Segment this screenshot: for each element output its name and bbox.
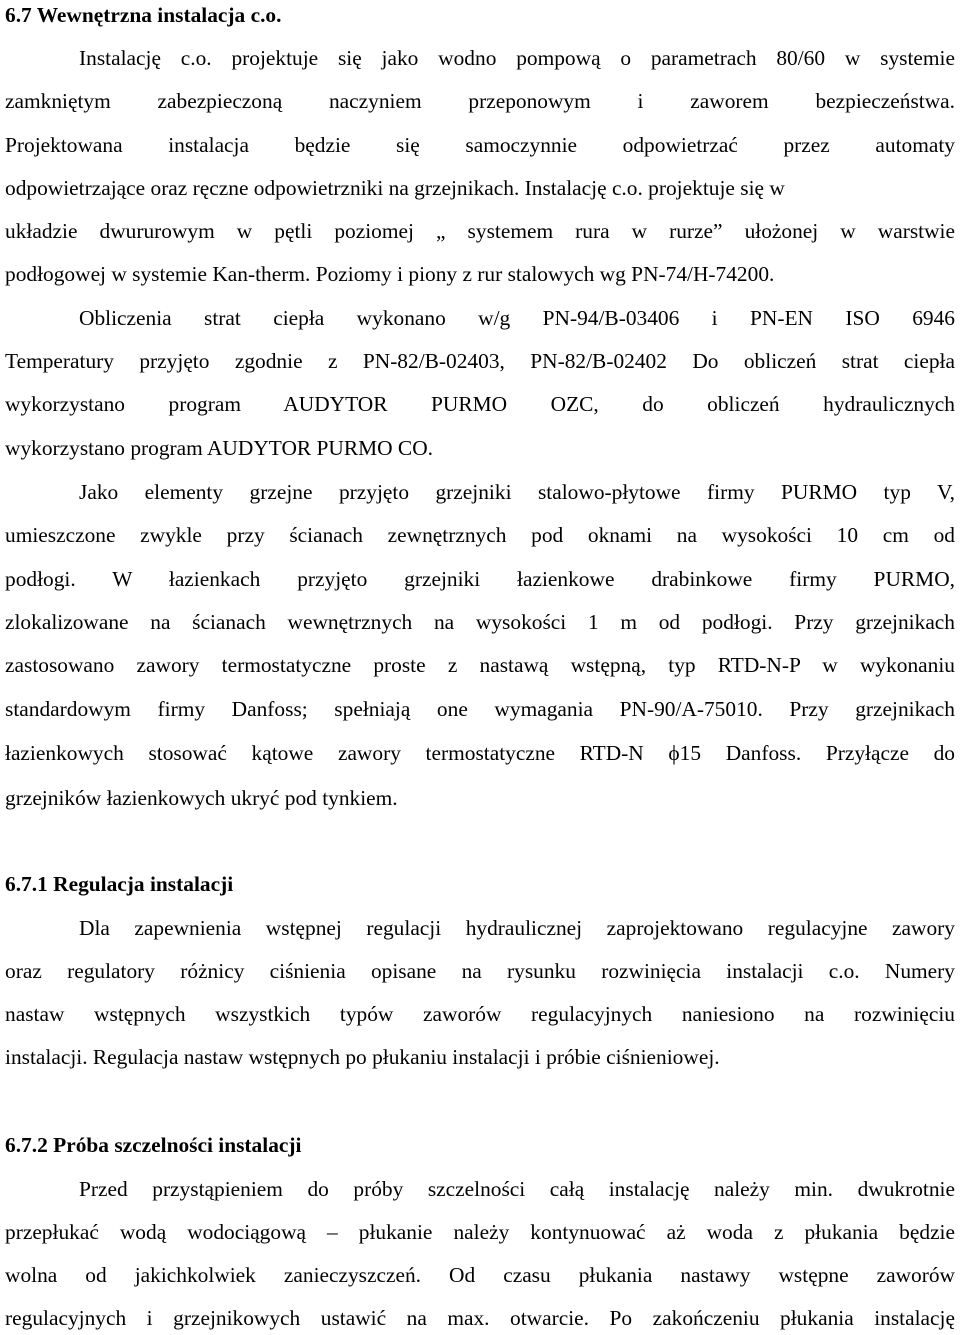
subsection-heading-regulation: 6.7.1 Regulacja instalacji <box>5 872 234 896</box>
text-line: podłogi. W łazienkach przyjęto grzejniki łazienkowe drabinkowe firmy PURMO, <box>5 567 955 591</box>
text-line: standardowym firmy Danfoss; spełniają one wymagania PN-90/A-75010. Przy grzejnikach <box>5 697 955 721</box>
text-line: wykorzystano program AUDYTOR PURMO OZC, do obliczeń hydraulicznych <box>5 392 955 416</box>
text-line: regulacyjnych i grzejnikowych ustawić na max. otwarcie. Po zakończeniu płukania instalację <box>5 1306 955 1330</box>
text-line: wolna od jakichkolwiek zanieczyszczeń. Od czasu płukania nastawy wstępne zaworów <box>5 1263 955 1287</box>
text-line: podłogowej w systemie Kan-therm. Poziomy i piony z rur stalowych wg PN-74/H-74200. <box>5 262 775 286</box>
text-line: zlokalizowane na ścianach wewnętrznych na wysokości 1 m od podłogi. Przy grzejnikach <box>5 610 955 634</box>
text-line: umieszczone zwykle przy ścianach zewnętrznych pod oknami na wysokości 10 cm od <box>5 523 955 547</box>
text-line: Przed przystąpieniem do próby szczelności całą instalację należy min. dwukrotnie <box>79 1177 955 1201</box>
text-line: odpowietrzające oraz ręczne odpowietrzniki na grzejnikach. Instalację c.o. projektuje się w <box>5 176 785 200</box>
text-line: nastaw wstępnych wszystkich typów zaworów regulacyjnych naniesiono na rozwinięciu <box>5 1002 955 1026</box>
text-line: Obliczenia strat ciepła wykonano w/g PN-94/B-03406 i PN-EN ISO 6946 <box>79 306 955 330</box>
text-line: instalacji. Regulacja nastaw wstępnych po płukaniu instalacji i próbie ciśnieniowej. <box>5 1045 720 1069</box>
text-line: Temperatury przyjęto zgodnie z PN-82/B-02403, PN-82/B-02402 Do obliczeń strat ciepła <box>5 349 955 373</box>
text-line: Projektowana instalacja będzie się samoczynnie odpowietrzać przez automaty <box>5 133 955 157</box>
text-line: wykorzystano program AUDYTOR PURMO CO. <box>5 436 433 460</box>
text-line: zastosowano zawory termostatyczne proste z nastawą wstępną, typ RTD-N-P w wykonaniu <box>5 653 955 677</box>
text-line: Instalację c.o. projektuje się jako wodno pompową o parametrach 80/60 w systemie <box>79 46 955 70</box>
text-line: Dla zapewnienia wstępnej regulacji hydraulicznej zaprojektowano regulacyjne zawory <box>79 916 955 940</box>
text-line: przepłukać wodą wodociągową – płukanie należy kontynuować aż woda z płukania będzie <box>5 1220 955 1244</box>
text-line: Jako elementy grzejne przyjęto grzejniki stalowo-płytowe firmy PURMO typ V, <box>79 480 955 504</box>
section-heading: 6.7 Wewnętrzna instalacja c.o. <box>5 3 282 27</box>
text-line: oraz regulatory różnicy ciśnienia opisane na rysunku rozwinięcia instalacji c.o. Numery <box>5 959 955 983</box>
text-line: układzie dwururowym w pętli poziomej „ systemem rura w rurze” ułożonej w warstwie <box>5 219 955 243</box>
text-line: grzejników łazienkowych ukryć pod tynkiem. <box>5 786 398 810</box>
subsection-heading-tightness-test: 6.7.2 Próba szczelności instalacji <box>5 1133 302 1157</box>
text-line: zamkniętym zabezpieczoną naczyniem przeponowym i zaworem bezpieczeństwa. <box>5 89 955 113</box>
text-line: łazienkowych stosować kątowe zawory termostatyczne RTD-N ϕ15 Danfoss. Przyłącze do <box>5 741 955 765</box>
